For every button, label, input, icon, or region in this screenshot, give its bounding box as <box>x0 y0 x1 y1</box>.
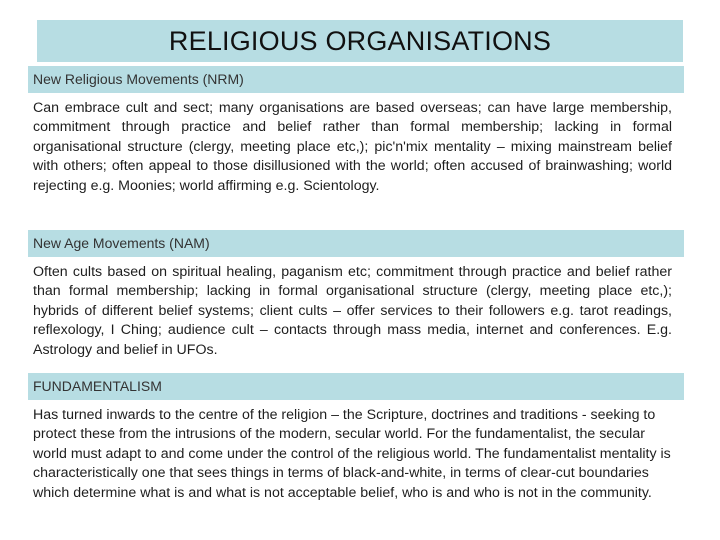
section-nrm <box>28 66 684 196</box>
section-body-nrm: Can embrace cult and sect; many organisations are based overseas; can have large membership, commitment through practice and belief rather than formal membership; lacking in formal organisational structure (clergy, meeting place etc,); pic'n'mix mentality – mixing mainstream belief with others; often appeal to those disillusioned with the world; often accused of brainwashing; world rejecting e.g. Moonies; world affirming e.g. Scientology. <box>33 100 672 194</box>
section-fundamentalism <box>28 373 684 503</box>
section-body-fundamentalism: Has turned inwards to the centre of the religion – the Scripture, doctrines and traditions - seeking to protect these from the intrusions of the modern, secular world. For the fundamentalist, the secular world must adapt to and come under the control of the religious world. The fundamentalist mentality is characteristically one that sees things in terms of black-and-white, in terms of clear-cut boundaries which determine what is and what is not acceptable belief, who is and who is not in the community. <box>33 407 671 501</box>
page-title: RELIGIOUS ORGANISATIONS <box>168 26 552 56</box>
section-body-nam: Often cults based on spiritual healing, paganism etc; commitment through practice and belief rather than formal membership; lacking in formal organisational structure (clergy, meeting place etc,); hybrids of different belief systems; client cults – offer services to their followers e.g. tarot readings, reflexology, I Ching; audience cult – contacts through mass media, internet and conferences. E.g. Astrology and belief in UFOs. <box>33 264 672 358</box>
title-bar <box>37 20 683 62</box>
section-nam <box>28 230 684 360</box>
section-heading-fundamentalism: FUNDAMENTALISM <box>28 373 684 400</box>
section-heading-nrm: New Religious Movements (NRM) <box>28 66 684 93</box>
section-heading-nam: New Age Movements (NAM) <box>28 230 684 257</box>
